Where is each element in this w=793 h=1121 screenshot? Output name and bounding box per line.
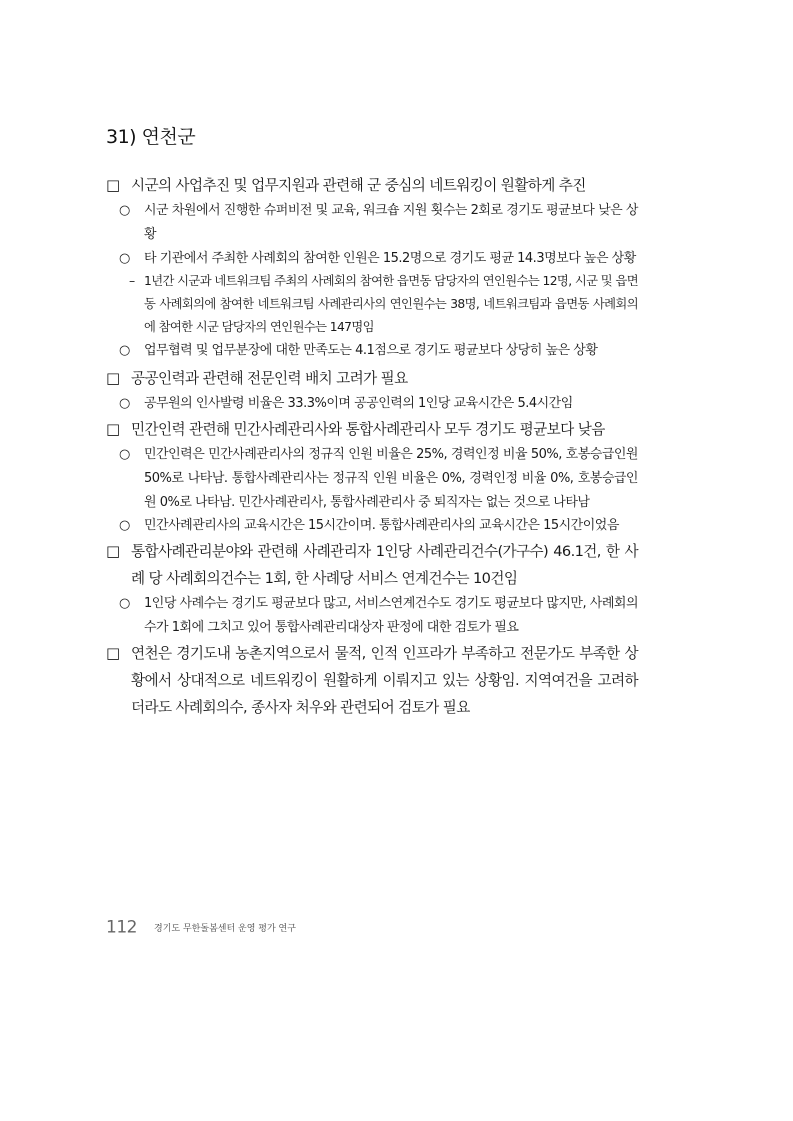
circle-bullet-icon: ○ [119,446,130,462]
bullet-text: 민간인력 관련해 민간사례관리사와 통합사례관리사 모두 경기도 평균보다 낮음 [131,420,605,438]
circle-bullet-icon: ○ [119,396,130,412]
content-body [104,172,638,721]
section-heading: 31) 연천군 [106,126,196,148]
bullet-text: 통합사례관리분야와 관련해 사례관리자 1인당 사례관리건수(가구수) 46.1건, 한 사례 당 사례회의건수는 1회, 한 사례당 서비스 연계건수는 10건임 [131,543,638,588]
bullet-text: 공공인력과 관련해 전문인력 배치 고려가 필요 [131,370,408,388]
circle-bullet-icon: ○ [119,203,130,218]
square-bullet-icon: □ [106,176,120,194]
circle-bullet-icon: ○ [119,596,130,612]
sub-item-private-staff-ratio [104,443,638,514]
detail-item-annual-participants [104,270,638,339]
bullet-item-networking [104,172,638,199]
bullet-text: 시군의 사업추진 및 업무지원과 관련해 군 중심의 네트워킹이 원활하게 추진 [131,177,586,194]
sub-item-text: 시군 차원에서 진행한 슈퍼비전 및 교육, 워크숍 지원 횟수는 2회로 경기도 평균보다 낮은 상황 [144,203,638,242]
running-title: 경기도 무한돌봄센터 운영 평가 연구 [154,924,296,934]
sub-item-personnel-transfer [104,392,638,416]
sub-item-text: 민간사례관리사의 교육시간은 15시간이며. 통합사례관리사의 교육시간은 15시간이었음 [144,518,619,534]
square-bullet-icon: □ [106,643,120,662]
bullet-item-summary [104,640,638,721]
square-bullet-icon: □ [106,369,120,388]
sub-item-case-count [104,592,638,640]
bullet-item-private-staff [104,416,638,443]
sub-item-text: 타 기관에서 주최한 사례회의 참여한 인원은 15.2명으로 경기도 평균 14.3명보다 높은 상황 [144,250,636,266]
page-footer [106,917,296,938]
dash-bullet-icon: – [129,274,135,289]
sub-item-satisfaction [104,339,638,363]
circle-bullet-icon: ○ [119,343,130,359]
sub-item-text: 1인당 사례수는 경기도 평균보다 많고, 서비스연계건수도 경기도 평균보다 많지만, 사례회의수가 1회에 그치고 있어 통합사례관리대상자 판정에 대한 검토가 필요 [144,596,638,635]
page-number: 112 [106,917,137,938]
circle-bullet-icon: ○ [119,250,130,266]
square-bullet-icon: □ [106,419,120,438]
detail-item-text: 1년간 시군과 네트워크팀 주최의 사례회의 참여한 읍면동 담당자의 연인원수는 12명, 시군 및 읍면동 사례회의에 참여한 네트워크팀 사례관리사의 연인원수는 38명, 네트워크팀과 읍면동 사례회의에 참여한 시군 담당자의 연인원수는 147명임 [144,274,638,335]
sub-item-text: 민간인력은 민간사례관리사의 정규직 인원 비율은 25%, 경력인정 비율 50%, 호봉승급인원 50%로 나타남. 통합사례관리사는 정규직 인원 비율은 0%, 경력인정 비율 0%, 호봉승급인원 0%로 나타남. 민간사례관리사, 통합사례관리사 중 퇴직자는 없는 것으로 나타남 [144,446,638,510]
square-bullet-icon: □ [106,542,120,561]
sub-item-training-hours [104,514,638,538]
sub-item-case-meeting [104,247,638,271]
bullet-item-case-management [104,538,638,592]
bullet-text: 연천은 경기도내 농촌지역으로서 물적, 인적 인프라가 부족하고 전문가도 부족한 상황에서 상대적으로 네트워킹이 원활하게 이뤄지고 있는 상황임. 지역여건을 고려하더라도 사례회의수, 종사자 처우와 관련되어 검토가 필요 [131,644,638,716]
sub-item-text: 공무원의 인사발령 비율은 33.3%이며 공공인력의 1인당 교육시간은 5.4시간임 [144,396,573,412]
sub-item-supervision [104,199,638,247]
bullet-item-public-staff [104,365,638,392]
circle-bullet-icon: ○ [119,518,130,534]
sub-item-text: 업무협력 및 업무분장에 대한 만족도는 4.1점으로 경기도 평균보다 상당히 높은 상황 [144,343,598,359]
